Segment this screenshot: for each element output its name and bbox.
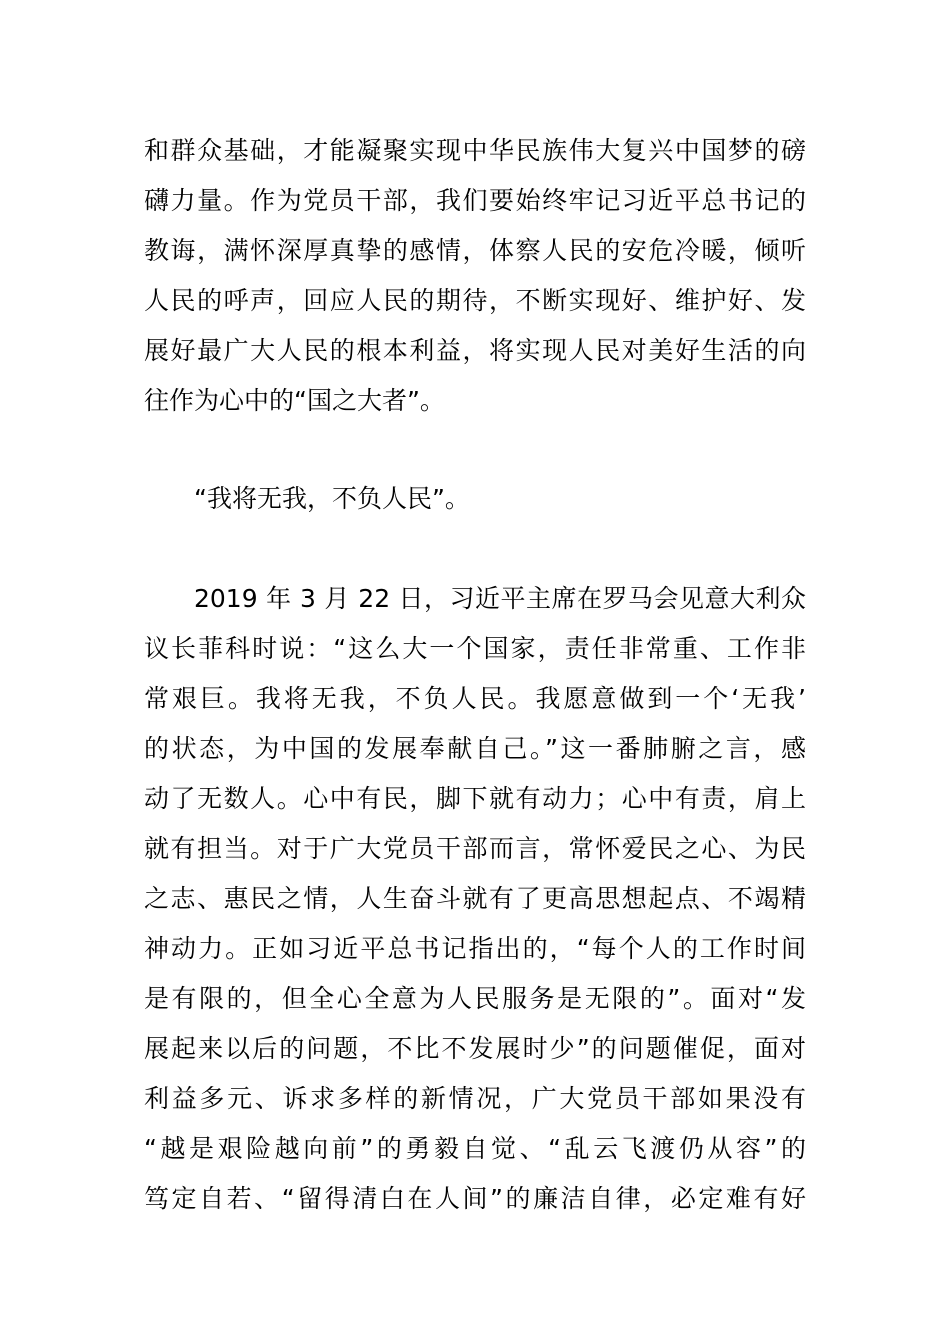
paragraph-line: 展好最广大人民的根本利益，将实现人民对美好生活的向	[144, 336, 806, 365]
paragraph-line: 展起来以后的问题，不比不发展时少”的问题催促，面对	[144, 1034, 806, 1063]
paragraph-line: 往作为心中的“国之大者”。	[144, 386, 445, 415]
paragraph-line: 教诲，满怀深厚真挚的感情，体察人民的安危冷暖，倾听	[144, 236, 806, 265]
paragraph-line: 议长菲科时说：“这么大一个国家，责任非常重、工作非	[144, 634, 806, 663]
paragraph-line: 动了无数人。心中有民，脚下就有动力；心中有责，肩上	[144, 784, 806, 813]
paragraph-line: 利益多元、诉求多样的新情况，广大党员干部如果没有	[144, 1084, 806, 1113]
paragraph-line: 神动力。正如习近平总书记指出的，“每个人的工作时间	[144, 934, 806, 963]
paragraph-line: 笃定自若、“留得清白在人间”的廉洁自律，必定难有好	[144, 1184, 806, 1213]
paragraph-line: 礴力量。作为党员干部，我们要始终牢记习近平总书记的	[144, 186, 806, 215]
paragraph-line: 2019 年 3 月 22 日，习近平主席在罗马会见意大利众	[194, 584, 806, 613]
paragraph-line: 是有限的，但全心全意为人民服务是无限的”。面对“发	[144, 984, 806, 1013]
paragraph-line: 就有担当。对于广大党员干部而言，常怀爱民之心、为民	[144, 834, 806, 863]
paragraph-line: 人民的呼声，回应人民的期待，不断实现好、维护好、发	[144, 286, 806, 315]
paragraph-line: “越是艰险越向前”的勇毅自觉、“乱云飞渡仍从容”的	[144, 1134, 806, 1163]
section-quote: “我将无我，不负人民”。	[194, 484, 470, 513]
paragraph-line: 的状态，为中国的发展奉献自己。”这一番肺腑之言，感	[144, 734, 806, 763]
paragraph-line: 常艰巨。我将无我，不负人民。我愿意做到一个‘无我’	[144, 684, 806, 713]
paragraph-line: 和群众基础，才能凝聚实现中华民族伟大复兴中国梦的磅	[144, 136, 806, 165]
paragraph-line: 之志、惠民之情，人生奋斗就有了更高思想起点、不竭精	[144, 884, 806, 913]
